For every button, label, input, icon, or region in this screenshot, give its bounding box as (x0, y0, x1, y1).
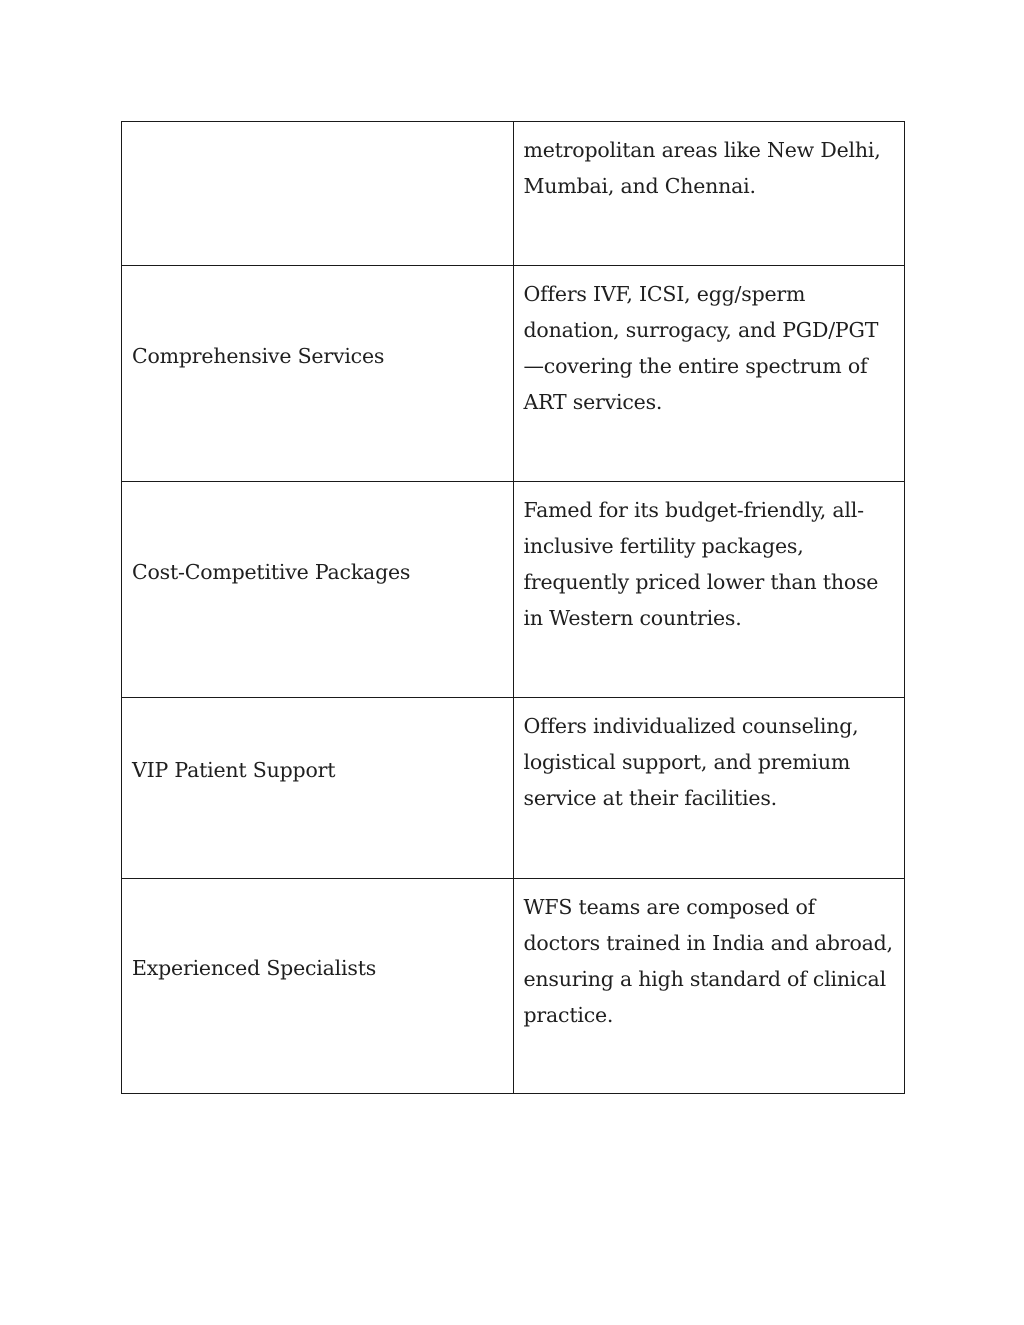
table-row (122, 266, 905, 482)
table-row (122, 122, 905, 266)
description-text: metropolitan areas like New Delhi, Mumbai, and Chennai. (523, 138, 881, 198)
description-text: WFS teams are composed of doctors trained in India and abroad, ensuring a high standard of clinical practice. (523, 895, 893, 1027)
feature-cell (122, 698, 514, 879)
table-row (122, 482, 905, 698)
feature-cell (122, 482, 514, 698)
feature-label: Comprehensive Services (132, 343, 385, 368)
description-cell (513, 122, 905, 266)
description-text: Offers individualized counseling, logistical support, and premium service at their facilities. (523, 714, 859, 810)
feature-cell (122, 122, 514, 266)
description-cell (513, 482, 905, 698)
feature-cell (122, 266, 514, 482)
feature-label: Cost-Competitive Packages (132, 559, 411, 584)
feature-label: Experienced Specialists (132, 956, 377, 980)
description-cell (513, 266, 905, 482)
table-row (122, 698, 905, 879)
description-cell (513, 698, 905, 879)
description-cell (513, 879, 905, 1094)
table-row (122, 879, 905, 1094)
feature-cell (122, 879, 514, 1094)
features-table (121, 121, 905, 1094)
description-text: Famed for its budget-friendly, all-inclusive fertility packages, frequently priced lower than those in Western countries. (523, 498, 879, 630)
feature-label: VIP Patient Support (132, 758, 336, 782)
description-text: Offers IVF, ICSI, egg/sperm donation, surrogacy, and PGD/PGT—covering the entire spectrum of ART services. (523, 282, 879, 414)
